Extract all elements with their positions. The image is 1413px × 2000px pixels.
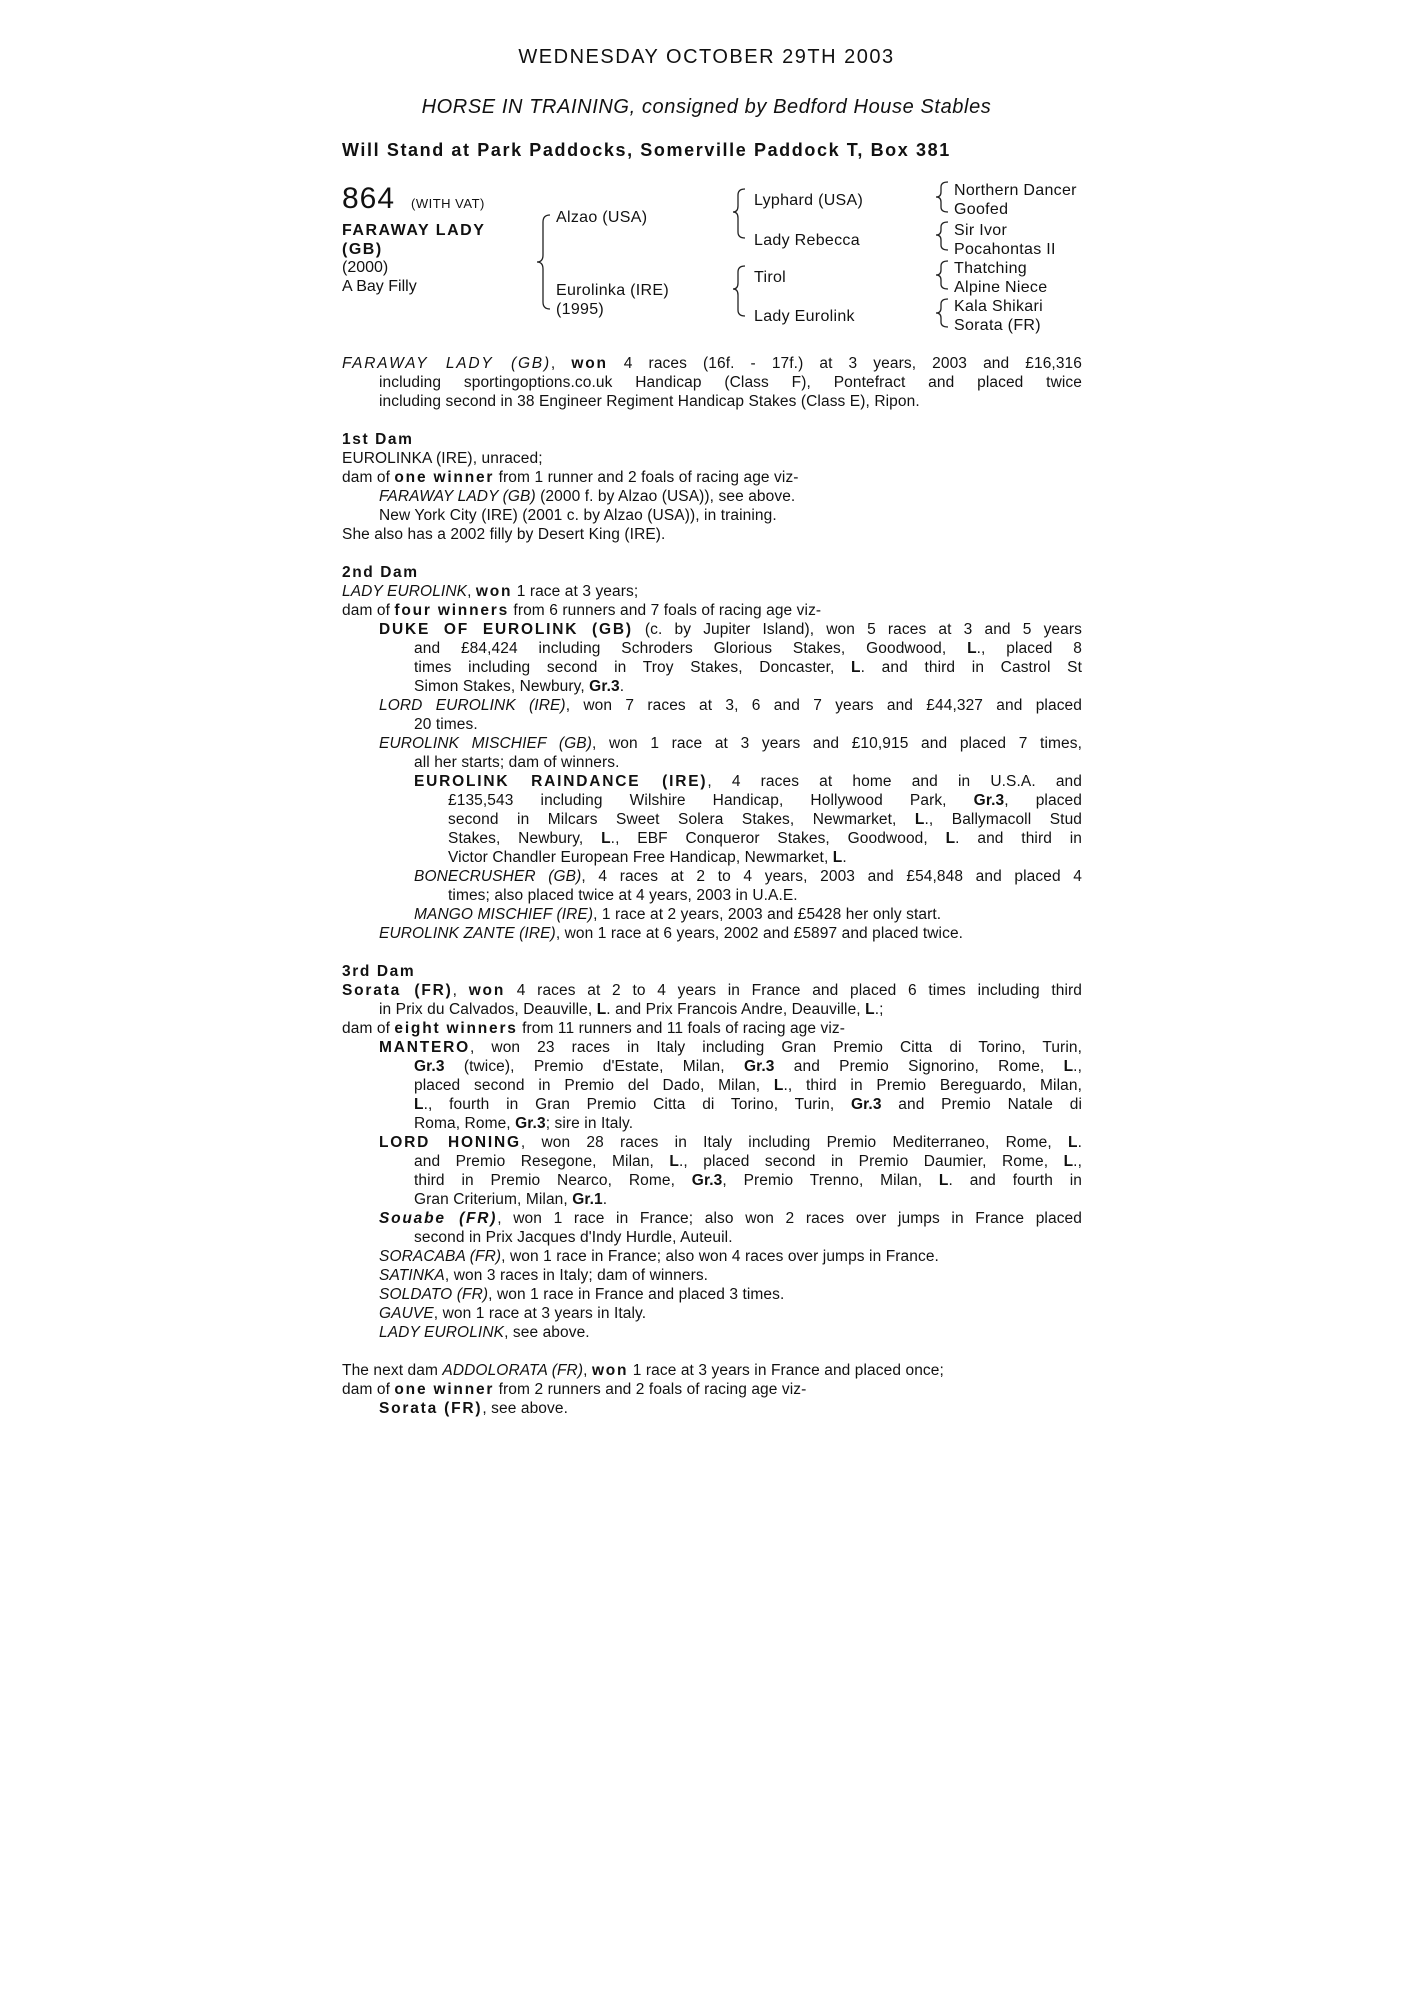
race-record bbox=[342, 354, 1082, 1418]
sale-date: WEDNESDAY OCTOBER 29TH 2003 bbox=[518, 46, 895, 68]
souabe-l2: second in Prix Jacques d'Indy Hurdle, Auteuil. bbox=[414, 1229, 733, 1246]
pedigree-g2: Goofed bbox=[954, 201, 1009, 218]
pedigree-sire-dam: Lady Rebecca bbox=[754, 232, 860, 249]
horse-name-line2: (GB) bbox=[342, 241, 383, 258]
intro-line-3: including second in 38 Engineer Regiment Handicap Stakes (Class E), Ripon. bbox=[379, 393, 920, 410]
honing-l1: LORD HONING, won 28 races in Italy including Premio Mediterraneo, Rome, L. bbox=[379, 1134, 1082, 1151]
pedigree-dam-sire: Tirol bbox=[754, 269, 787, 286]
honing-l4: Gran Criterium, Milan, Gr.1. bbox=[414, 1191, 608, 1208]
next-dam-l3: Sorata (FR), see above. bbox=[379, 1400, 568, 1417]
zante-l1: EUROLINK ZANTE (IRE), won 1 race at 6 years, 2002 and £5897 and placed twice. bbox=[379, 925, 964, 942]
bonecrusher-l2: times; also placed twice at 4 years, 2003 in U.A.E. bbox=[448, 887, 798, 904]
lot-vat: (WITH VAT) bbox=[411, 196, 485, 211]
first-dam-l4: New York City (IRE) (2001 c. by Alzao (USA)), in training. bbox=[379, 507, 777, 524]
mantero-l2: Gr.3 (twice), Premio d'Estate, Milan, Gr.3 and Premio Signorino, Rome, L., bbox=[414, 1058, 1082, 1075]
souabe-l1: Souabe (FR), won 1 race in France; also won 2 races over jumps in France placed bbox=[379, 1210, 1082, 1227]
raindance-l1: EUROLINK RAINDANCE (IRE), 4 races at home and in U.S.A. and bbox=[414, 773, 1082, 790]
first-dam-l1: EUROLINKA (IRE), unraced; bbox=[342, 450, 543, 467]
pedigree-dam-dam: Lady Eurolink bbox=[754, 308, 855, 325]
first-dam-l5: She also has a 2002 filly by Desert King (IRE). bbox=[342, 526, 666, 543]
pedigree-g3: Sir Ivor bbox=[954, 222, 1008, 239]
stand-location: Will Stand at Park Paddocks, Somerville Paddock T, Box 381 bbox=[342, 140, 951, 160]
pedigree-sire-sire: Lyphard (USA) bbox=[754, 192, 864, 209]
intro-line-1: FARAWAY LADY (GB), won 4 races (16f. - 17f.) at 3 years, 2003 and £16,316 bbox=[342, 355, 1082, 372]
lot-number: 864 bbox=[342, 182, 396, 215]
consignment-line: HORSE IN TRAINING, consigned by Bedford House Stables bbox=[421, 96, 992, 118]
duke-l2: and £84,424 including Schroders Glorious Stakes, Goodwood, L., placed 8 bbox=[414, 640, 1083, 657]
pedigree-g6: Alpine Niece bbox=[954, 279, 1048, 296]
mantero-l5: Roma, Rome, Gr.3; sire in Italy. bbox=[414, 1115, 634, 1132]
pedigree-dam-year: (1995) bbox=[556, 301, 605, 318]
second-dam-heading: 2nd Dam bbox=[342, 564, 419, 581]
lord-eurolink-l2: 20 times. bbox=[414, 716, 478, 733]
first-dam-l3: FARAWAY LADY (GB) (2000 f. by Alzao (USA)), see above. bbox=[379, 488, 796, 505]
gauve-l1: GAUVE, won 1 race at 3 years in Italy. bbox=[379, 1305, 647, 1322]
duke-l4: Simon Stakes, Newbury, Gr.3. bbox=[414, 678, 625, 695]
honing-l2: and Premio Resegone, Milan, L., placed second in Premio Daumier, Rome, L., bbox=[414, 1153, 1082, 1170]
pedigree-g4: Pocahontas II bbox=[954, 241, 1056, 258]
horse-description: A Bay Filly bbox=[342, 278, 417, 295]
duke-l3: times including second in Troy Stakes, Doncaster, L. and third in Castrol St bbox=[414, 659, 1082, 676]
mantero-l1: MANTERO, won 23 races in Italy including Gran Premio Citta di Torino, Turin, bbox=[379, 1039, 1082, 1056]
first-dam-l2: dam of one winner from 1 runner and 2 foals of racing age viz- bbox=[342, 469, 799, 486]
next-dam-l1: The next dam ADDOLORATA (FR), won 1 race at 3 years in France and placed once; bbox=[342, 1362, 944, 1379]
pedigree-g5: Thatching bbox=[954, 260, 1027, 277]
soldato-l1: SOLDATO (FR), won 1 race in France and placed 3 times. bbox=[379, 1286, 785, 1303]
intro-line-2: including sportingoptions.co.uk Handicap (Class F), Pontefract and placed twice bbox=[379, 374, 1082, 391]
satinka-l1: SATINKA, won 3 races in Italy; dam of winners. bbox=[379, 1267, 709, 1284]
raindance-l5: Victor Chandler European Free Handicap, Newmarket, L. bbox=[448, 849, 847, 866]
second-dam-l1: LADY EUROLINK, won 1 race at 3 years; bbox=[342, 583, 639, 600]
next-dam-l2: dam of one winner from 2 runners and 2 foals of racing age viz- bbox=[342, 1381, 807, 1398]
duke-l1: DUKE OF EUROLINK (GB) (c. by Jupiter Island), won 5 races at 3 and 5 years bbox=[379, 621, 1082, 638]
pedigree-brackets bbox=[0, 0, 1413, 360]
pedigree-g7: Kala Shikari bbox=[954, 298, 1043, 315]
pedigree-sire: Alzao (USA) bbox=[556, 209, 648, 226]
honing-l3: third in Premio Nearco, Rome, Gr.3, Premio Trenno, Milan, L. and fourth in bbox=[414, 1172, 1082, 1189]
pedigree-g8: Sorata (FR) bbox=[954, 317, 1041, 334]
pedigree-dam: Eurolinka (IRE) bbox=[556, 282, 669, 299]
raindance-l3: second in Milcars Sweet Solera Stakes, Newmarket, L., Ballymacoll Stud bbox=[448, 811, 1083, 828]
pedigree-g1: Northern Dancer bbox=[954, 182, 1077, 199]
lord-eurolink-l1: LORD EUROLINK (IRE), won 7 races at 3, 6 and 7 years and £44,327 and placed bbox=[379, 697, 1082, 714]
third-dam-heading: 3rd Dam bbox=[342, 963, 416, 980]
mantero-l3: placed second in Premio del Dado, Milan, L., third in Premio Bereguardo, Milan, bbox=[414, 1077, 1082, 1094]
soracaba-l1: SORACABA (FR), won 1 race in France; also won 4 races over jumps in France. bbox=[379, 1248, 939, 1265]
raindance-l4: Stakes, Newbury, L., EBF Conqueror Stakes, Goodwood, L. and third in bbox=[448, 830, 1083, 847]
raindance-l2: £135,543 including Wilshire Handicap, Hollywood Park, Gr.3, placed bbox=[448, 792, 1082, 809]
mantero-l4: L., fourth in Gran Premio Citta di Torino, Turin, Gr.3 and Premio Natale di bbox=[414, 1096, 1083, 1113]
lady-eurolink-ref: LADY EUROLINK, see above. bbox=[379, 1324, 590, 1341]
sorata-l2: in Prix du Calvados, Deauville, L. and Prix Francois Andre, Deauville, L.; bbox=[379, 1001, 884, 1018]
first-dam-heading: 1st Dam bbox=[342, 431, 414, 448]
foaling-year: (2000) bbox=[342, 259, 389, 276]
mischief-l1: EUROLINK MISCHIEF (GB), won 1 race at 3 years and £10,915 and placed 7 times, bbox=[379, 735, 1082, 752]
sorata-l1: Sorata (FR), won 4 races at 2 to 4 years in France and placed 6 times including third bbox=[342, 982, 1082, 999]
sorata-l3: dam of eight winners from 11 runners and 11 foals of racing age viz- bbox=[342, 1020, 846, 1037]
second-dam-l2: dam of four winners from 6 runners and 7 foals of racing age viz- bbox=[342, 602, 822, 619]
mango-l1: MANGO MISCHIEF (IRE), 1 race at 2 years, 2003 and £5428 her only start. bbox=[414, 906, 942, 923]
bonecrusher-l1: BONECRUSHER (GB), 4 races at 2 to 4 years, 2003 and £54,848 and placed 4 bbox=[414, 868, 1082, 885]
horse-name-line1: FARAWAY LADY bbox=[342, 222, 486, 239]
mischief-l2: all her starts; dam of winners. bbox=[414, 754, 620, 771]
